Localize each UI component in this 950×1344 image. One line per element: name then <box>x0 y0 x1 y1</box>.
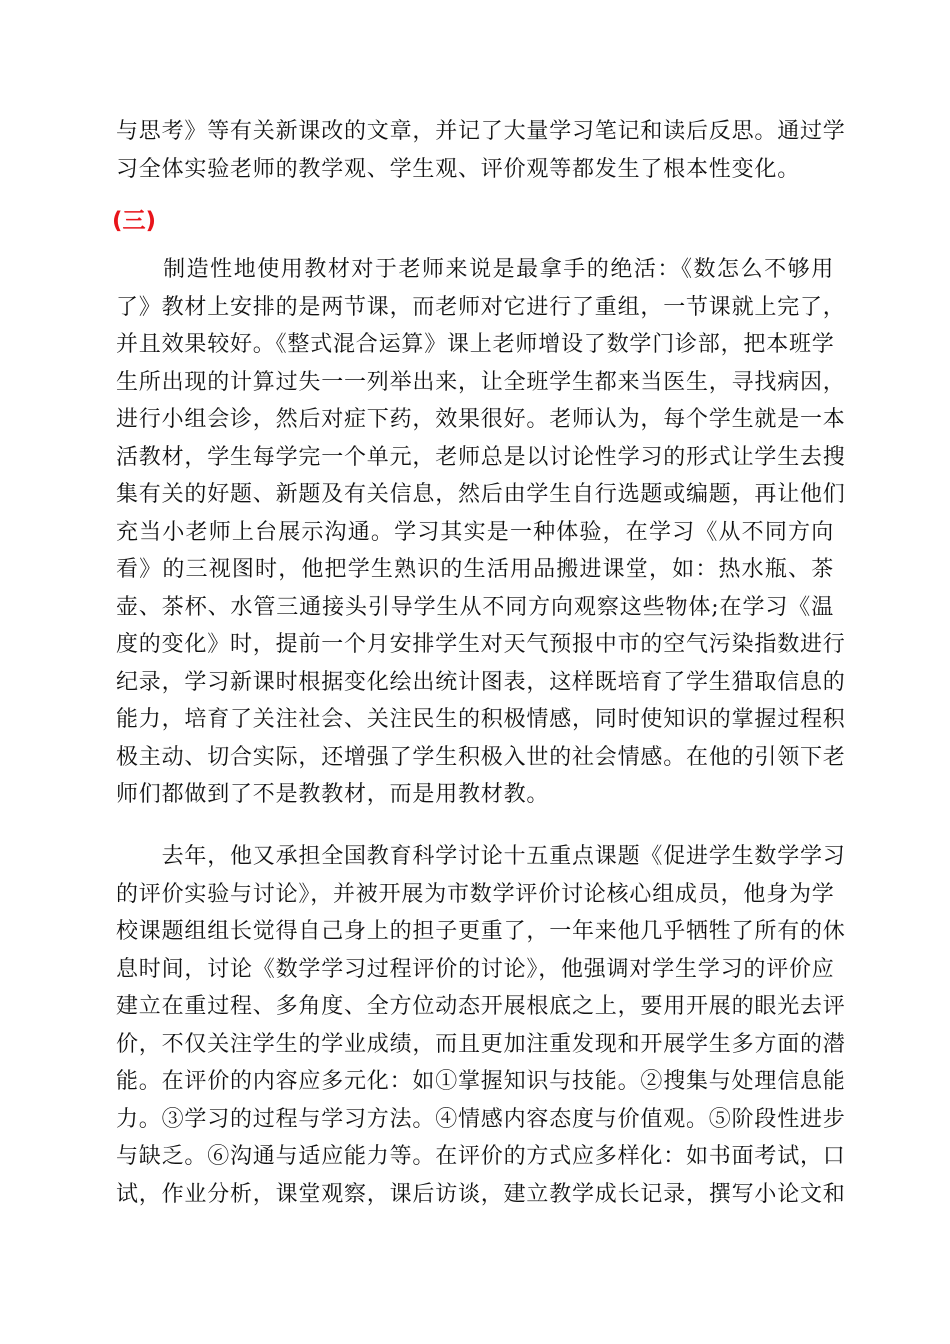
text-line: 壶、茶杯、水管三通接头引导学生从不同方向观察这些物体;在学习《温 <box>116 594 834 620</box>
text-line: 充当小老师上台展示沟通。学习其实是一种体验，在学习《从不同方向 <box>116 519 834 545</box>
text-line: 试，作业分析，课堂观察，课后访谈，建立教学成长记录，撰写小论文和 <box>116 1181 846 1207</box>
text-line: 价，不仅关注学生的学业成绩，而且更加注重发现和开展学生多方面的潜 <box>116 1031 846 1057</box>
text-line: 并且效果较好。《整式混合运算》课上老师增设了数学门诊部，把本班学 <box>116 332 835 357</box>
text-line: 力。③学习的过程与学习方法。④情感内容态度与价值观。⑤阶段性进步 <box>116 1106 846 1132</box>
text-line: 度的变化》时，提前一个月安排学生对天气预报中市的空气污染指数进行 <box>116 632 846 657</box>
text-line: 进行小组会诊，然后对症下药，效果很好。老师认为，每个学生就是一本 <box>116 407 846 432</box>
text-line: 集有关的好题、新题及有关信息，然后由学生自行选题或编题，再让他们 <box>116 482 846 507</box>
text-line: 息时间，讨论《数学学习过程评价的讨论》，他强调对学生学习的评价应 <box>116 956 835 982</box>
paragraph-evaluation-research <box>116 838 846 1213</box>
text-line: 能力，培育了关注社会、关注民生的积极情感，同时使知识的掌握过程积 <box>116 707 846 732</box>
text-line: 极主动、切合实际，还增强了学生积极入世的社会情感。在他的引领下老 <box>116 744 846 770</box>
text-line: 与思考》等有关新课改的文章，并记了大量学习笔记和读后反思。通过学 <box>116 119 846 144</box>
text-line: 习全体实验老师的教学观、学生观、评价观等都发生了根本性变化。 <box>116 156 801 182</box>
text-line: 师们都做到了不是教教材，而是用教材教。 <box>116 782 550 807</box>
text-line: 建立在重过程、多角度、全方位动态开展根底之上，要用开展的眼光去评 <box>116 994 846 1019</box>
text-line: 去年，他又承担全国教育科学讨论十五重点课题《促进学生数学学习 <box>116 844 846 869</box>
intro-paragraph <box>116 113 846 188</box>
text-line: 生所出现的计算过失一一列举出来，让全班学生都来当医生，寻找病因， <box>116 369 846 395</box>
text-line: 制造性地使用教材对于老师来说是最拿手的绝活：《数怎么不够用 <box>116 257 834 282</box>
text-line: 与缺乏。⑥沟通与适应能力等。在评价的方式应多样化：如书面考试，口 <box>116 1144 846 1169</box>
text-line: 的评价实验与讨论》，并被开展为市数学评价讨论核心组成员，他身为学 <box>116 881 835 907</box>
section-heading: (三) <box>112 208 157 234</box>
text-line: 能。在评价的内容应多元化：如①掌握知识与技能。②搜集与处理信息能 <box>116 1069 846 1094</box>
text-line: 活教材，学生每学完一个单元，老师总是以讨论性学习的形式让学生去搜 <box>116 444 846 470</box>
text-line: 看》的三视图时，他把学生熟识的生活用品搬进课堂，如：热水瓶、茶 <box>116 557 834 582</box>
text-line: 了》教材上安排的是两节课，而老师对它进行了重组，一节课就上完了， <box>116 294 846 320</box>
paragraph-teaching-materials <box>116 251 846 814</box>
text-line: 校课题组组长觉得自己身上的担子更重了，一年来他几乎牺牲了所有的休 <box>116 919 846 944</box>
text-line: 纪录，学习新课时根据变化绘出统计图表，这样既培育了学生猎取信息的 <box>116 669 846 695</box>
